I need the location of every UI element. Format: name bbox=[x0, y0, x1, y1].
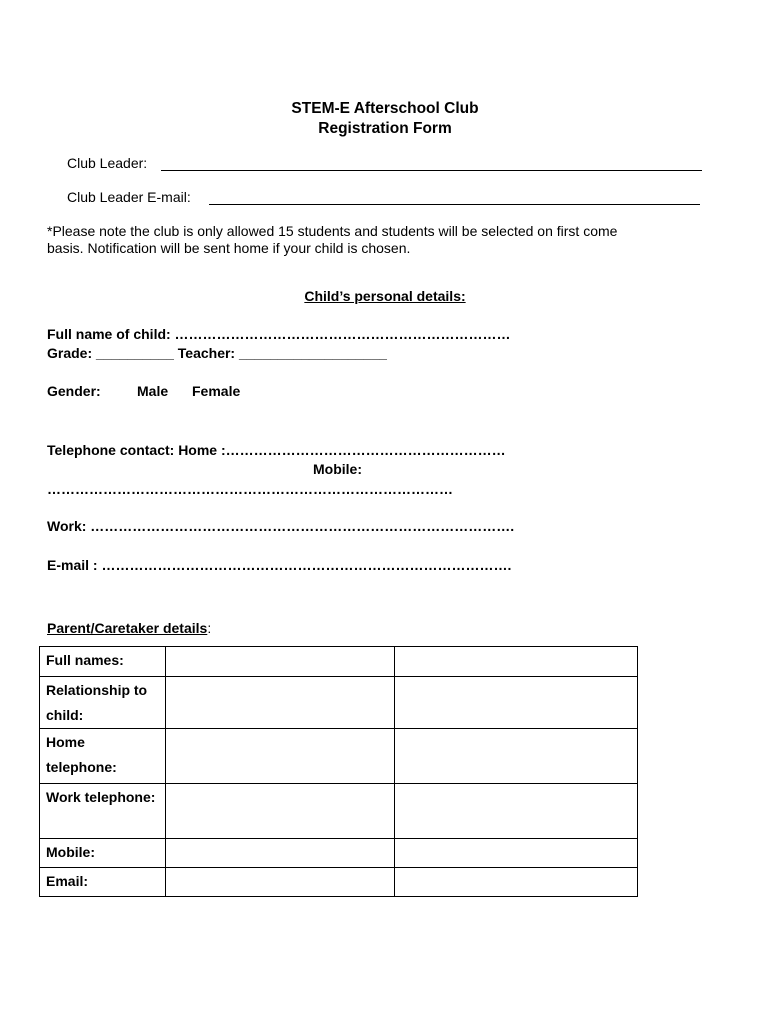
gender-female-option[interactable]: Female bbox=[192, 383, 241, 399]
table-row bbox=[40, 839, 638, 868]
gender-label: Gender: bbox=[47, 383, 101, 399]
table-row bbox=[40, 868, 638, 897]
club-leader-label: Club Leader: bbox=[67, 155, 148, 171]
full-names-cell-2[interactable] bbox=[395, 647, 638, 677]
child-email-field[interactable]: E-mail : ……………………………………………………………………………. bbox=[47, 557, 512, 573]
grade-teacher-field[interactable]: Grade: __________ Teacher: ___________________ bbox=[47, 345, 387, 361]
parent-heading-colon: : bbox=[207, 620, 212, 636]
mobile-label: Mobile: bbox=[313, 461, 362, 477]
mobile-field[interactable]: …………………………………………………………………………… bbox=[47, 481, 453, 497]
telephone-home-field[interactable]: Telephone contact: Home :…………………………………………………… bbox=[47, 442, 506, 458]
parent-details-heading bbox=[47, 620, 211, 636]
club-leader-email-label: Club Leader E-mail: bbox=[67, 189, 191, 205]
parent-heading-text: Parent/Caretaker details bbox=[47, 620, 208, 636]
title-line-2: Registration Form bbox=[318, 120, 452, 137]
work-telephone-cell-1[interactable] bbox=[166, 784, 395, 839]
relationship-cell-1[interactable] bbox=[166, 677, 395, 729]
gender-male-option[interactable]: Male bbox=[137, 383, 169, 399]
row-label-home-telephone: Home telephone: bbox=[40, 729, 166, 784]
email-cell-1[interactable] bbox=[166, 868, 395, 897]
club-leader-field[interactable] bbox=[161, 170, 702, 171]
child-details-heading: Child’s personal details: bbox=[304, 288, 466, 304]
note-line-2: basis. Notification will be sent home if your child is chosen. bbox=[47, 240, 411, 256]
note-line-1: *Please note the club is only allowed 15 students and students will be selected on first come bbox=[47, 223, 618, 239]
row-label-work-telephone: Work telephone: bbox=[40, 784, 166, 839]
work-phone-field[interactable]: Work: ………………………………………………………………………………. bbox=[47, 518, 515, 534]
table-row bbox=[40, 784, 638, 839]
mobile-cell-2[interactable] bbox=[395, 839, 638, 868]
home-telephone-cell-1[interactable] bbox=[166, 729, 395, 784]
title-line-1: STEM-E Afterschool Club bbox=[291, 100, 479, 117]
row-label-email: Email: bbox=[40, 868, 166, 897]
table-row bbox=[40, 677, 638, 729]
table-row bbox=[40, 647, 638, 677]
row-label-relationship: Relationship to child: bbox=[40, 677, 166, 729]
email-cell-2[interactable] bbox=[395, 868, 638, 897]
club-leader-email-field[interactable] bbox=[209, 204, 700, 205]
row-label-mobile: Mobile: bbox=[40, 839, 166, 868]
home-telephone-cell-2[interactable] bbox=[395, 729, 638, 784]
child-fullname-field[interactable]: Full name of child: ……………………………………………………………… bbox=[47, 326, 511, 342]
parent-details-table bbox=[39, 646, 638, 897]
table-row bbox=[40, 729, 638, 784]
relationship-cell-2[interactable] bbox=[395, 677, 638, 729]
work-telephone-cell-2[interactable] bbox=[395, 784, 638, 839]
row-label-full-names: Full names: bbox=[40, 647, 166, 677]
mobile-cell-1[interactable] bbox=[166, 839, 395, 868]
full-names-cell-1[interactable] bbox=[166, 647, 395, 677]
